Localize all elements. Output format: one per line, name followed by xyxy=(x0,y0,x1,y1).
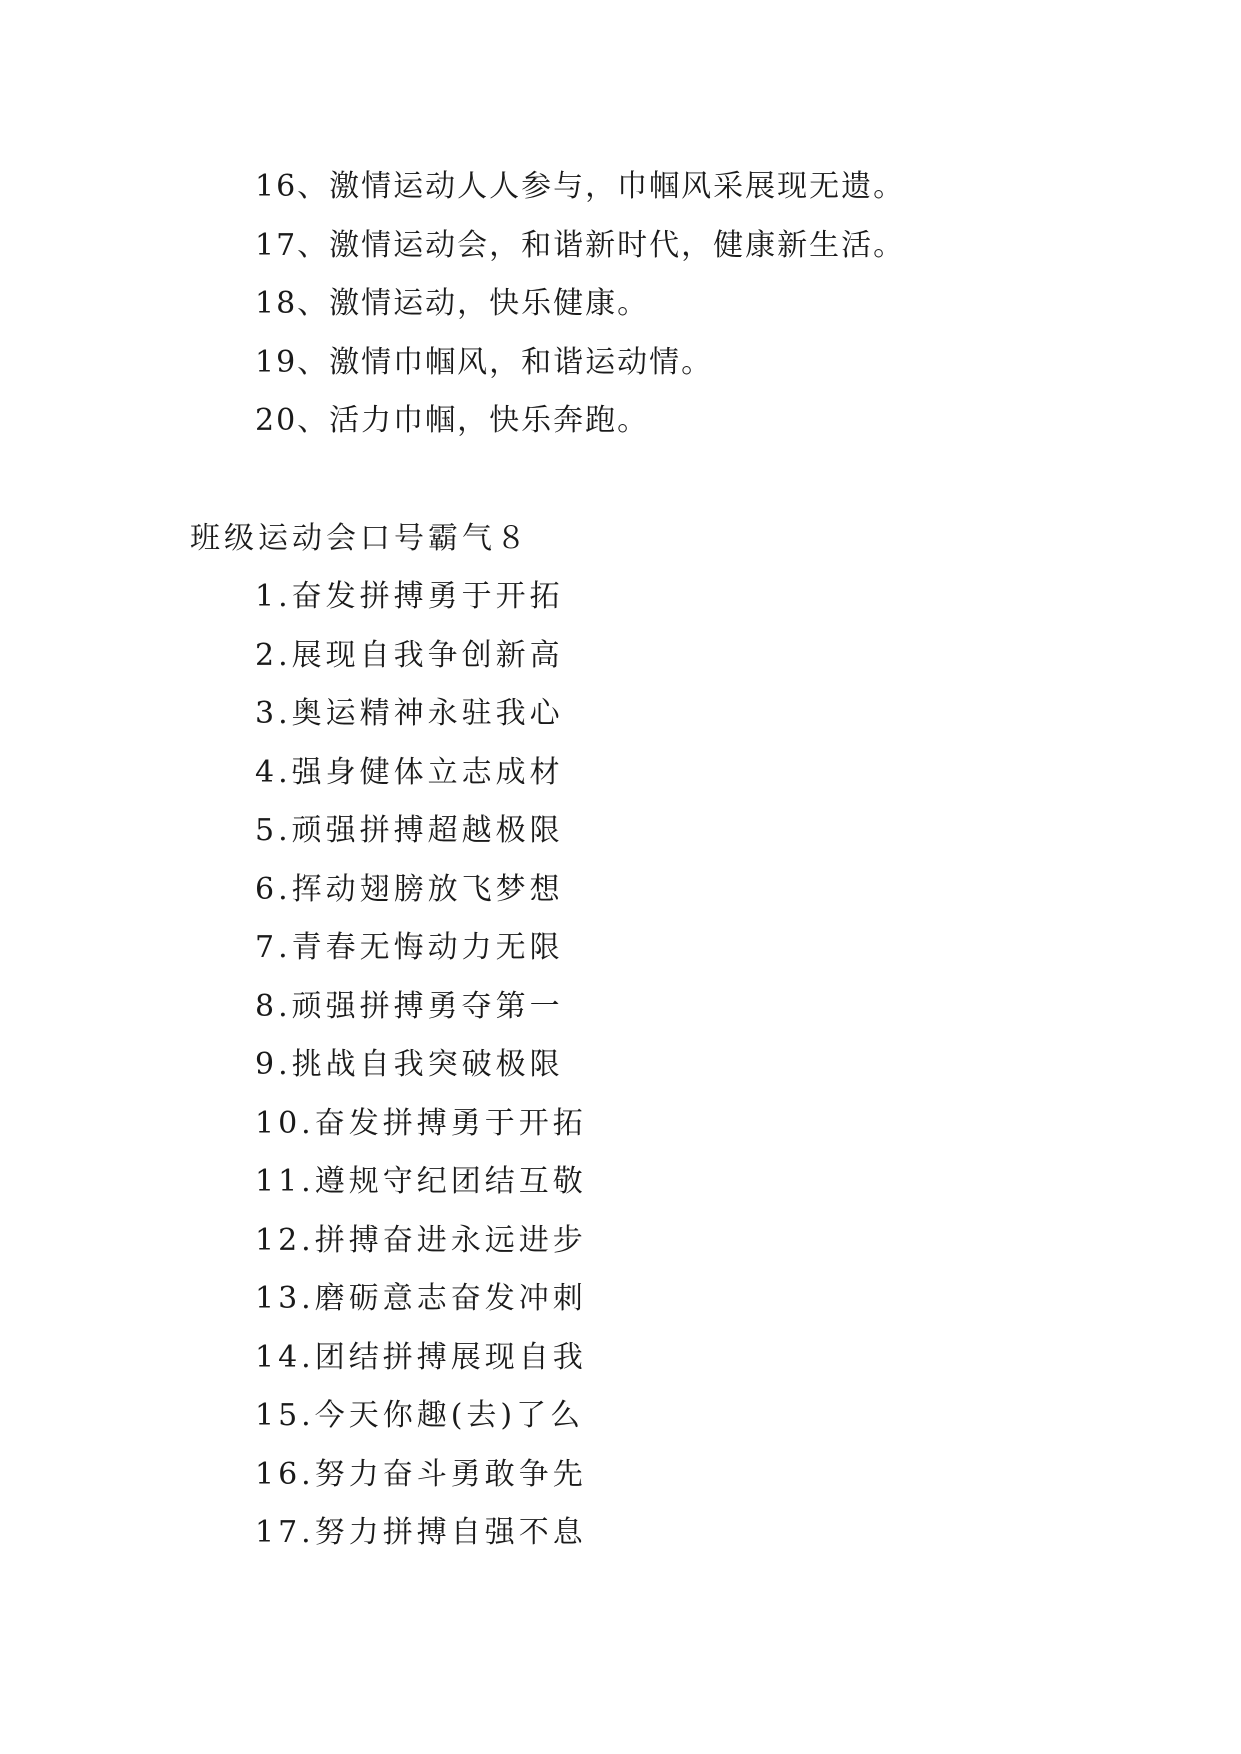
list-item: 16.努力奋斗勇敢争先 xyxy=(255,1456,587,1492)
list-item: 10.奋发拼搏勇于开拓 xyxy=(255,1105,587,1141)
list-item: 17、激情运动会，和谐新时代，健康新生活。 xyxy=(255,227,906,263)
list-item: 11.遵规守纪团结互敬 xyxy=(255,1164,587,1199)
slogan-list xyxy=(255,568,587,1563)
list-item: 8.顽强拼搏勇夺第一 xyxy=(255,988,564,1024)
list-item: 18、激情运动，快乐健康。 xyxy=(255,286,650,321)
list-item: 9.挑战自我突破极限 xyxy=(255,1047,564,1082)
list-item: 20、活力巾帼，快乐奔跑。 xyxy=(255,403,650,438)
list-item: 4.强身健体立志成材 xyxy=(255,754,564,790)
list-item: 13.磨砺意志奋发冲刺 xyxy=(255,1281,587,1316)
list-item: 15.今天你趣(去)了么 xyxy=(255,1398,585,1433)
list-item: 7.青春无悔动力无限 xyxy=(255,930,564,965)
slogan-list-continued xyxy=(255,158,905,451)
list-item: 17.努力拼搏自强不息 xyxy=(255,1515,587,1550)
list-item: 6.挥动翅膀放飞梦想 xyxy=(255,871,564,907)
list-item: 12.拼搏奋进永远进步 xyxy=(255,1222,587,1258)
list-item: 1.奋发拼搏勇于开拓 xyxy=(255,579,564,614)
list-item: 5.顽强拼搏超越极限 xyxy=(255,813,564,848)
list-item: 16、激情运动人人参与，巾帼风采展现无遗。 xyxy=(255,169,906,204)
section-heading: 班级运动会口号霸气８ xyxy=(190,521,530,556)
list-item: 14.团结拼搏展现自我 xyxy=(255,1339,587,1375)
list-item: 3.奥运精神永驻我心 xyxy=(255,696,564,731)
list-item: 2.展现自我争创新高 xyxy=(255,637,564,673)
list-item: 19、激情巾帼风，和谐运动情。 xyxy=(255,344,714,380)
